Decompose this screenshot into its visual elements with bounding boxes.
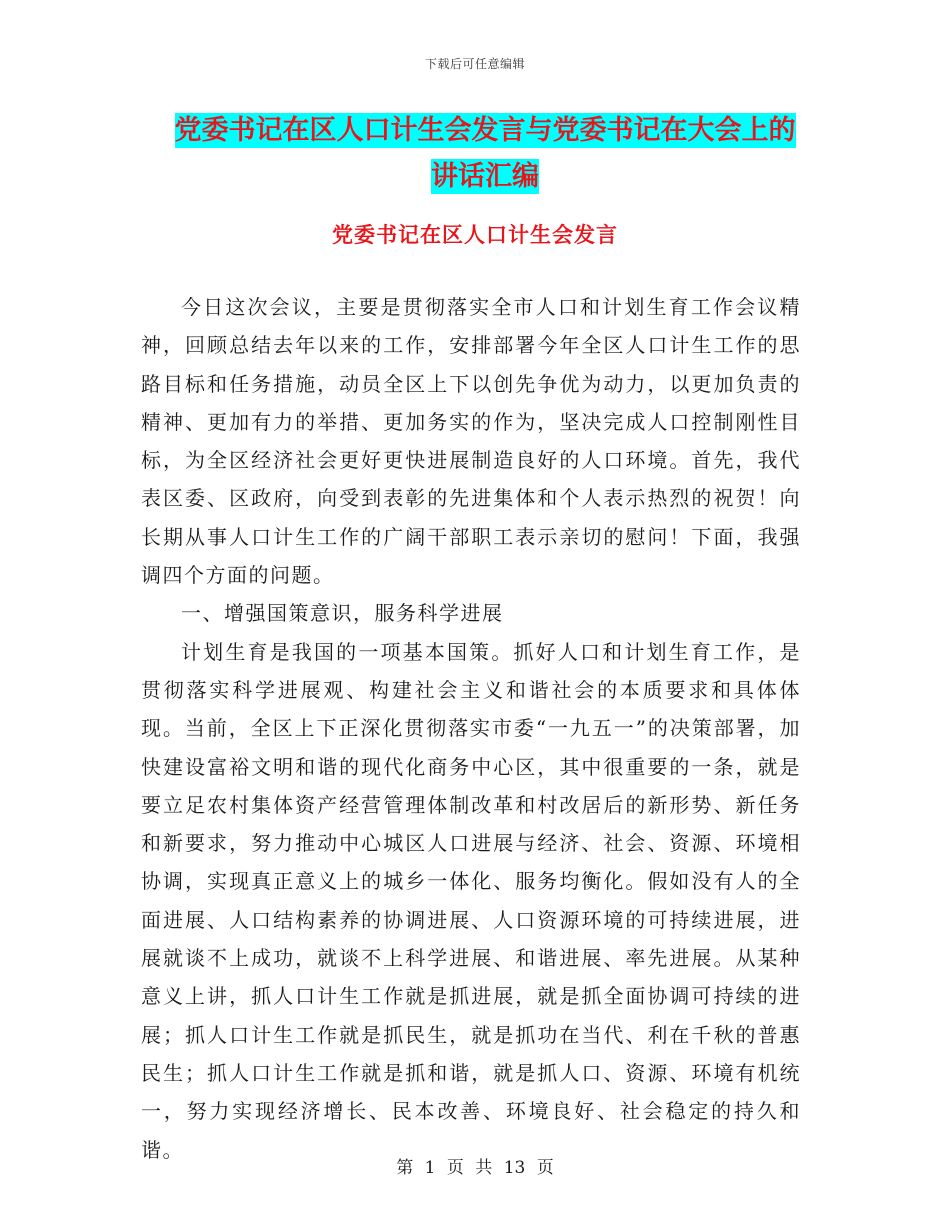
page-footer: 第 1 页 共 13 页 bbox=[396, 1158, 554, 1178]
document-body bbox=[141, 288, 801, 1169]
document-title-line1: 党委书记在区人口计生会发言与党委书记在大会上的 bbox=[174, 115, 796, 146]
paragraph-body-1: 计划生育是我国的一项基本国策。抓好人口和计划生育工作，是贯彻落实科学进展观、构建社会主义和谐社会的本质要求和具体体现。当前，全区上下正深化贯彻落实市委“一九五一”的决策部署，加快建设富裕文明和谐的现代化商务中心区，其中很重要的一条，就是要立足农村集体资产经营管理体制改革和村改居后的新形势、新任务和新要求，努力推动中心城区人口进展与经济、社会、资源、环境相协调，实现真正意义上的城乡一体化、服务均衡化。假如没有人的全面进展、人口结构素养的协调进展、人口资源环境的可持续进展，进展就谈不上成功，就谈不上科学进展、和谐进展、率先进展。从某种意义上讲，抓人口计生工作就是抓进展，就是抓全面协调可持续的进展；抓人口计生工作就是抓民生，就是抓功在当代、利在千秋的普惠民生；抓人口计生工作就是抓和谐，就是抓人口、资源、环境有机统一，努力实现经济增长、民本改善、环境良好、社会稳定的持久和谐。 bbox=[141, 639, 801, 1162]
header-note: 下载后可任意编辑 bbox=[424, 57, 525, 71]
section-title: 党委书记在区人口计生会发言 bbox=[332, 223, 618, 247]
paragraph-heading-1: 一、增强国策意识，服务科学进展 bbox=[181, 601, 504, 626]
paragraph-intro: 今日这次会议，主要是贯彻落实全市人口和计划生育工作会议精神，回顾总结去年以来的工作，安排部署今年全区人口计生工作的思路目标和任务措施，动员全区上下以创先争优为动力，以更加负责的精神、更加有力的举措、更加务实的作为，坚决完成人口控制刚性目标，为全区经济社会更好更快进展制造良好的人口环境。首先，我代表区委、区政府，向受到表彰的先进集体和个人表示热烈的祝贺！向长期从事人口计生工作的广阔干部职工表示亲切的慰问！下面，我强调四个方面的问题。 bbox=[141, 295, 801, 588]
document-title bbox=[140, 108, 830, 200]
document-title-line2: 讲话汇编 bbox=[431, 161, 539, 192]
